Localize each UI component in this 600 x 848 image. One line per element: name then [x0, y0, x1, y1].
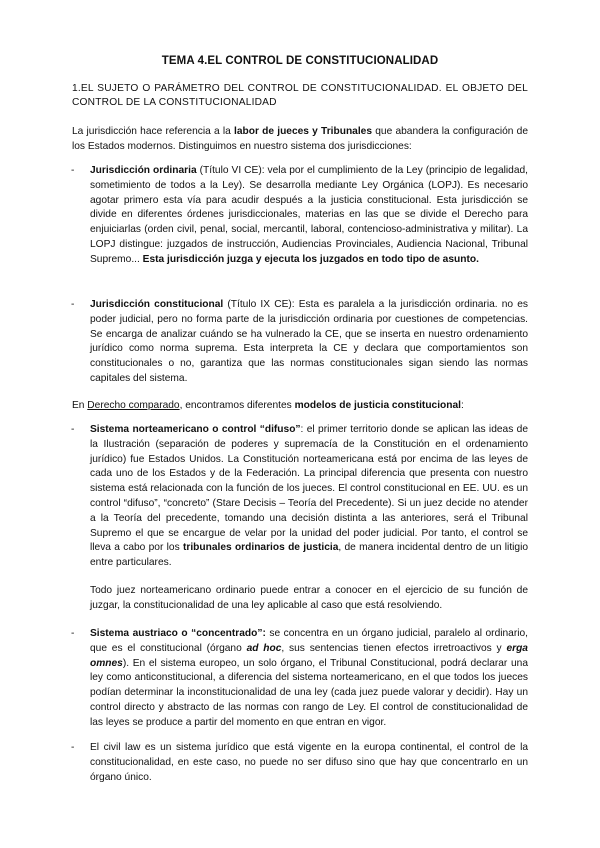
bullet-dash: -: [71, 742, 75, 753]
list-item-sistema-norteamericano: - Sistema norteamericano o control “difuso”: el primer territorio donde se aplican las ideas de la Ilustración (separación de poderes y supremacía de la Constitución en el ordenamiento jurídico) fue Estados Unidos. La Constitución norteamericana está por encima de las leyes de cada uno de los Estados y de la Federación. La principal diferencia que presenta con nuestro sistema está relacionada con la función de los jueces. El control constitucional en EE. UU. es un control “difuso”, “concreto” (Stare Decisis – Teoría del Precedente). Si un juez decide no atender a la Teoría del precedente, tomando una decisión distinta a las anteriores, será el Tribunal Supremo el que se encargue de velar por la unidad del poder judicial. Por tanto, el control se lleva a cabo por los tribunales ordinarios de justicia, de manera incidental dentro de un litigio entre particulares.: [71, 424, 529, 569]
list-item-jurisdiccion-constitucional: - Jurisdicción constitucional (Título IX CE): Esta es paralela a la jurisdicción ordinaria. no es poder judicial, pero no forma parte de la jurisdicción ordinaria por cuestiones de competencias. Se encarga de analizar cuándo se ha vulnerado la CE, que se inserta en nuestro ordenamiento jurídico como norma suprema. Esta interpreta la CE y declara que comportamientos son constitucionales o no, garantiza que las normas constitucionales sigan siendo las normas capitales del sistema.: [71, 299, 528, 384]
american-extra-paragraph: Todo juez norteamericano ordinario puede entrar a conocer en el ejercicio de su función de juzgar, la constitucionalidad de una ley aplicable al caso que está resolviendo.: [90, 585, 528, 611]
bullet-dash: -: [71, 424, 75, 435]
term: Jurisdicción constitucional: [90, 299, 224, 310]
comparado-paragraph: En Derecho comparado, encontramos diferentes modelos de justicia constitucional:: [72, 400, 464, 411]
list-item-civil-law: - El civil law es un sistema jurídico que está vigente en la europa continental, el control de la constitucionalidad, en este caso, no puede no ser difuso sino que hay que concentrarlo en un órgano único.: [71, 742, 528, 783]
list-item-jurisdiccion-ordinaria: - Jurisdicción ordinaria (Título VI CE): vela por el cumplimiento de la Ley (principio de legalidad, sometimiento de todos a la Ley). Se desarrolla mediante Ley Orgánica (LOPJ). Es necesario agotar primero esta vía para acudir después a la justicia constitucional. Esta jurisdicción se divide en diferentes órdenes jurisdiccionales, materias en las que se divide el Derecho para enjuiciarlas (orden civil, penal, social, mercantil, laboral, contencioso-administrativa y militar). La LOPJ distingue: juzgados de instrucción, Audiencias Provinciales, Audiencia Nacional, Tribunal Supremo... Esta jurisdicción juzga y ejecuta los juzgados en todo tipo de asunto.: [71, 165, 528, 265]
bullet-dash: -: [71, 165, 75, 176]
term: Sistema norteamericano o control “difuso”: [90, 424, 301, 435]
bullet-dash: -: [71, 628, 75, 639]
term: Sistema austriaco o “concentrado”:: [90, 628, 266, 639]
intro-paragraph: La jurisdicción hace referencia a la labor de jueces y Tribunales que abandera la configuración de los Estados modernos. Distinguimos en nuestro sistema dos jurisdicciones:: [72, 126, 529, 152]
document-title: TEMA 4.EL CONTROL DE CONSTITUCIONALIDAD: [161, 55, 439, 67]
section-heading: 1.EL SUJETO O PARÁMETRO DEL CONTROL DE CONSTITUCIONALIDAD. EL OBJETO DEL CONTROL DE LA CONSTITUCIONALIDAD: [72, 83, 528, 108]
list-item-sistema-austriaco: - Sistema austriaco o “concentrado”: se concentra en un órgano judicial, paralelo al ordinario, que es el constitucional (órgano ad hoc, sus sentencias tienen efectos irretroactivos y erga omnes). En el sistema europeo, un solo órgano, el Tribunal Constitucional, podrá declarar una ley como anticonstitucional, a diferencia del sistema norteamericano, en el que todos los jueces podían determinar la inconstitucionalidad de una ley (cada juez puede valorar y decidir). Hay un control directo y abstracto de las normas con rango de Ley. El control de constitucionalidad de las leyes se produce a partir del momento en que entran en vigor.: [71, 628, 528, 728]
bullet-dash: -: [71, 299, 75, 310]
term: Jurisdicción ordinaria: [90, 165, 197, 176]
